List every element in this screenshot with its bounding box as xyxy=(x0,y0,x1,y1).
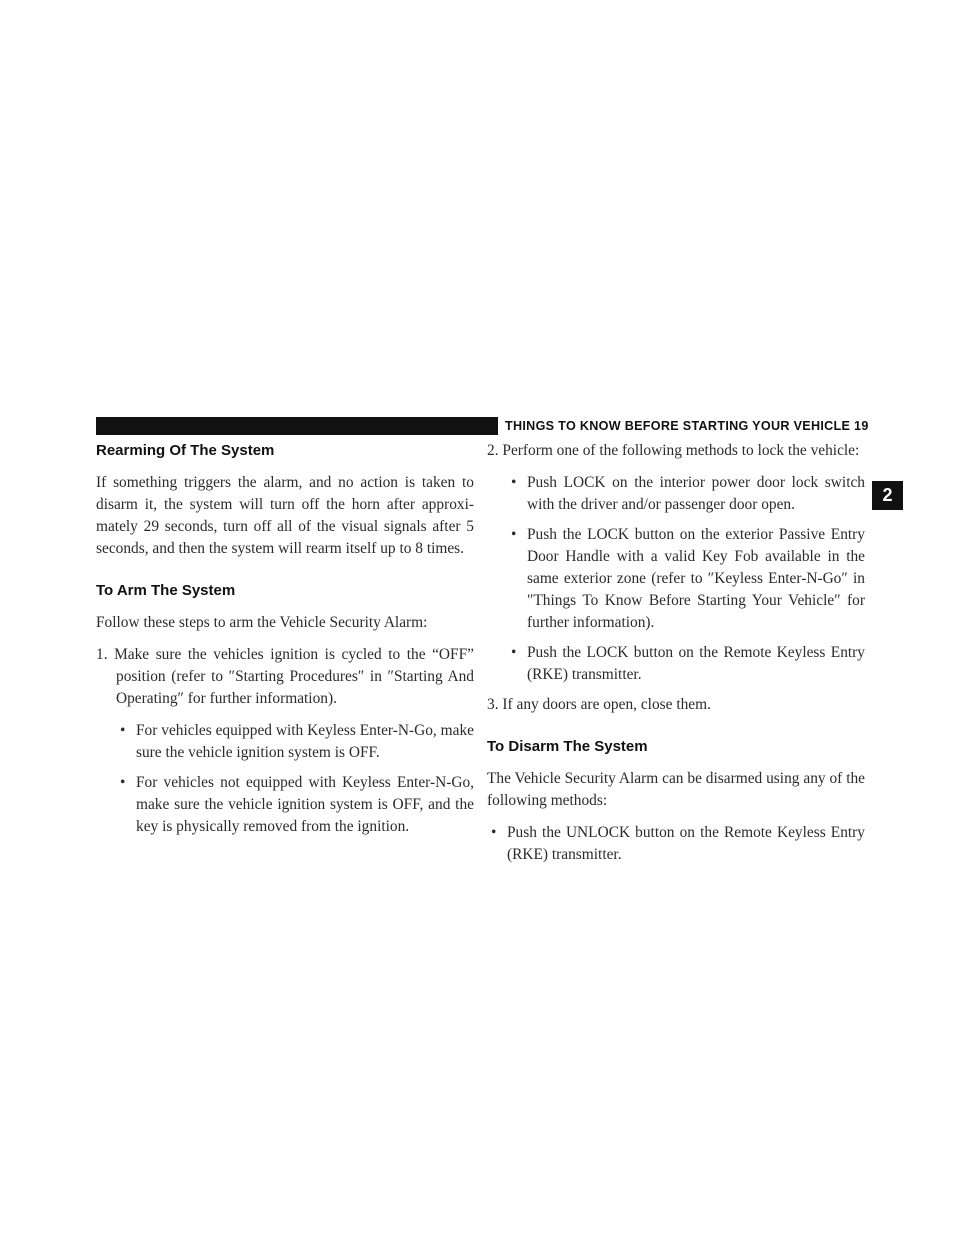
running-header: THINGS TO KNOW BEFORE STARTING YOUR VEHICLE 19 xyxy=(505,419,869,433)
header-bar xyxy=(96,417,498,435)
disarm-heading: To Disarm The System xyxy=(487,738,648,755)
arm-step-1: 1. Make sure the vehicles ignition is cycled to the “OFF” position (refer to ″Starting Procedures″ in ″Starting And Operating″ for further information). xyxy=(96,646,474,707)
arm-step-2: 2. Perform one of the following methods to lock the vehicle: xyxy=(487,442,860,459)
list-item: • Push the UNLOCK button on the Remote Keyless Entry (RKE) transmitter. xyxy=(487,822,865,866)
list-item: • For vehicles not equipped with Keyless Enter-N-Go, make sure the vehicle ignition system is OFF, and the key is physically removed from the ignition. xyxy=(116,772,474,838)
chapter-tab: 2 xyxy=(872,481,903,510)
disarm-intro: The Vehicle Security Alarm can be disarmed using any of the following methods: xyxy=(487,770,865,809)
arm-step-1-bullets xyxy=(96,720,474,838)
rearming-heading: Rearming Of The System xyxy=(96,442,275,459)
arm-heading: To Arm The System xyxy=(96,582,236,599)
right-column xyxy=(487,440,865,874)
arm-step-2-bullets xyxy=(487,472,865,686)
arm-step-3: 3. If any doors are open, close them. xyxy=(487,696,711,713)
list-item: • Push the LOCK button on the exterior Passive Entry Door Handle with a valid Key Fob available in the same exterior zone (refer to ″Keyless Enter-N-Go″ in ″Things To Know Before Starting Your Vehicle″ for further information). xyxy=(507,524,865,634)
arm-intro: Follow these steps to arm the Vehicle Security Alarm: xyxy=(96,614,428,631)
left-column xyxy=(96,440,474,846)
list-item: • Push the LOCK button on the Remote Keyless Entry (RKE) transmitter. xyxy=(507,642,865,686)
disarm-bullets xyxy=(487,822,865,866)
list-item: • For vehicles equipped with Keyless Enter-N-Go, make sure the vehicle ignition system is OFF. xyxy=(116,720,474,764)
rearming-body: If something triggers the alarm, and no action is taken to disarm it, the system will turn off the horn after approxi-mately 29 seconds, turn off all of the visual signals after 5 seconds, and then the system will rearm itself up to 8 times. xyxy=(96,474,474,557)
list-item: • Push LOCK on the interior power door lock switch with the driver and/or passenger door open. xyxy=(507,472,865,516)
